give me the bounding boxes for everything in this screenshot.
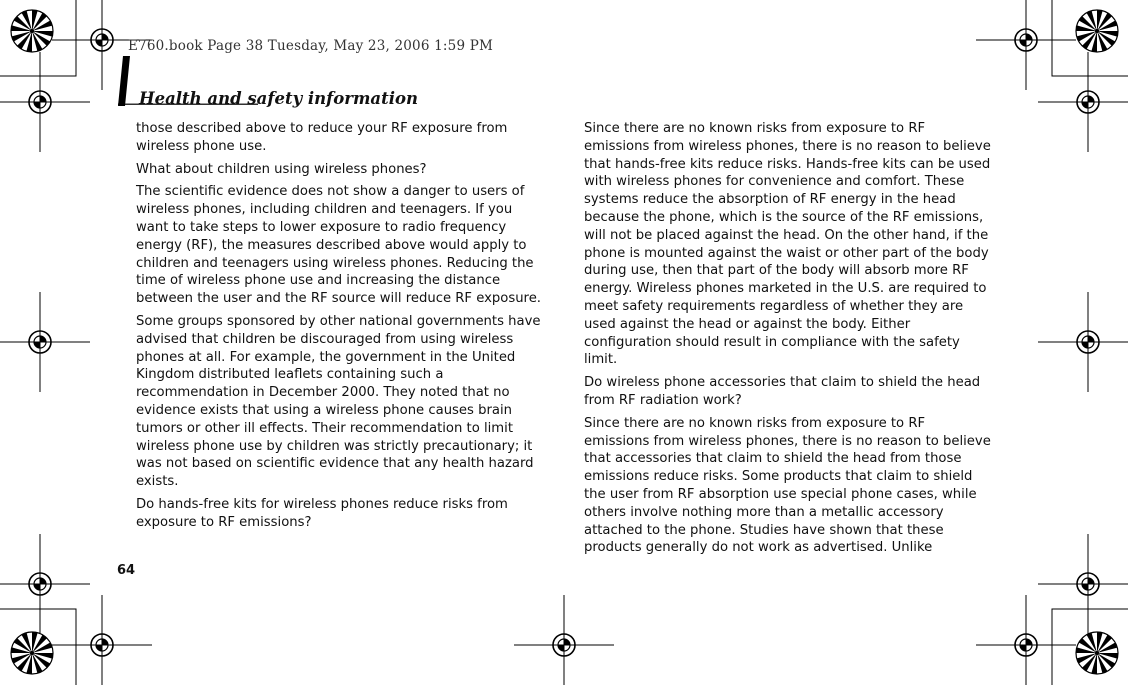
star-target-icon	[1076, 10, 1118, 52]
page-number: 64	[117, 563, 136, 578]
paragraph: The scientific evidence does not show a danger to users of wireless phones, including children and teenagers. If you want to take steps to lower exposure to radio frequency energy (RF), the measures described above would apply to children and teenagers using wireless phones. Reducing the time of wireless phone use and increasing the distance between the user and the RF source will reduce RF exposure.	[136, 184, 541, 307]
star-target-icon	[11, 10, 53, 52]
star-target-icon	[11, 632, 53, 674]
registration-target-icon	[1038, 292, 1128, 392]
right-column	[584, 120, 994, 562]
question-heading: Do hands-free kits for wireless phones reduce risks from exposure to RF emissions?	[136, 496, 508, 530]
question-heading: Do wireless phone accessories that claim to shield the head from RF radiation work?	[584, 375, 981, 408]
paragraph: those described above to reduce your RF exposure from wireless phone use.	[136, 121, 508, 154]
file-stamp-header: E760.book Page 38 Tuesday, May 23, 2006 1:59 PM	[128, 38, 494, 54]
registration-target-icon	[514, 595, 614, 685]
section-title: Health and safety information	[139, 89, 419, 108]
registration-target-icon	[0, 292, 90, 392]
star-target-icon	[1076, 632, 1118, 674]
left-column	[136, 120, 544, 537]
paragraph: Some groups sponsored by other national governments have advised that children be discouraged from using wireless phones at all. For example, the government in the United Kingdom distributed leaflets containing such a recommendation in December 2000. They noted that no evidence exists that using a wireless phone causes brain tumors or other ill effects. Their recommendation to limit wireless phone use by children was strictly precautionary; it was not based on scientific evidence that any health hazard exists.	[136, 313, 541, 490]
paragraph: Since there are no known risks from exposure to RF emissions from wireless phones, there is no reason to believe that accessories that claim to shield the head from those emissions reduce risks. Some products that claim to shield the user from RF absorption use special phone cases, while others involve nothing more than a metallic accessory attached to the phone. Studies have shown that these products generally do not work as advertised. Unlike	[584, 415, 991, 556]
question-heading: What about children using wireless phones?	[136, 161, 427, 177]
paragraph: Since there are no known risks from exposure to RF emissions from wireless phones, there is no reason to believe that hands-free kits reduce risks. Hands-free kits can be used with wireless phones for convenience and comfort. These systems reduce the absorption of RF energy in the head because the phone, which is the source of the RF emissions, will not be placed against the head. On the other hand, if the phone is mounted against the waist or other part of the body during use, then that part of the body will absorb more RF energy. Wireless phones marketed in the U.S. are required to meet safety requirements regardless of whether they are used against the head or against the body. Either configuration should result in compliance with the safety limit.	[584, 121, 991, 368]
